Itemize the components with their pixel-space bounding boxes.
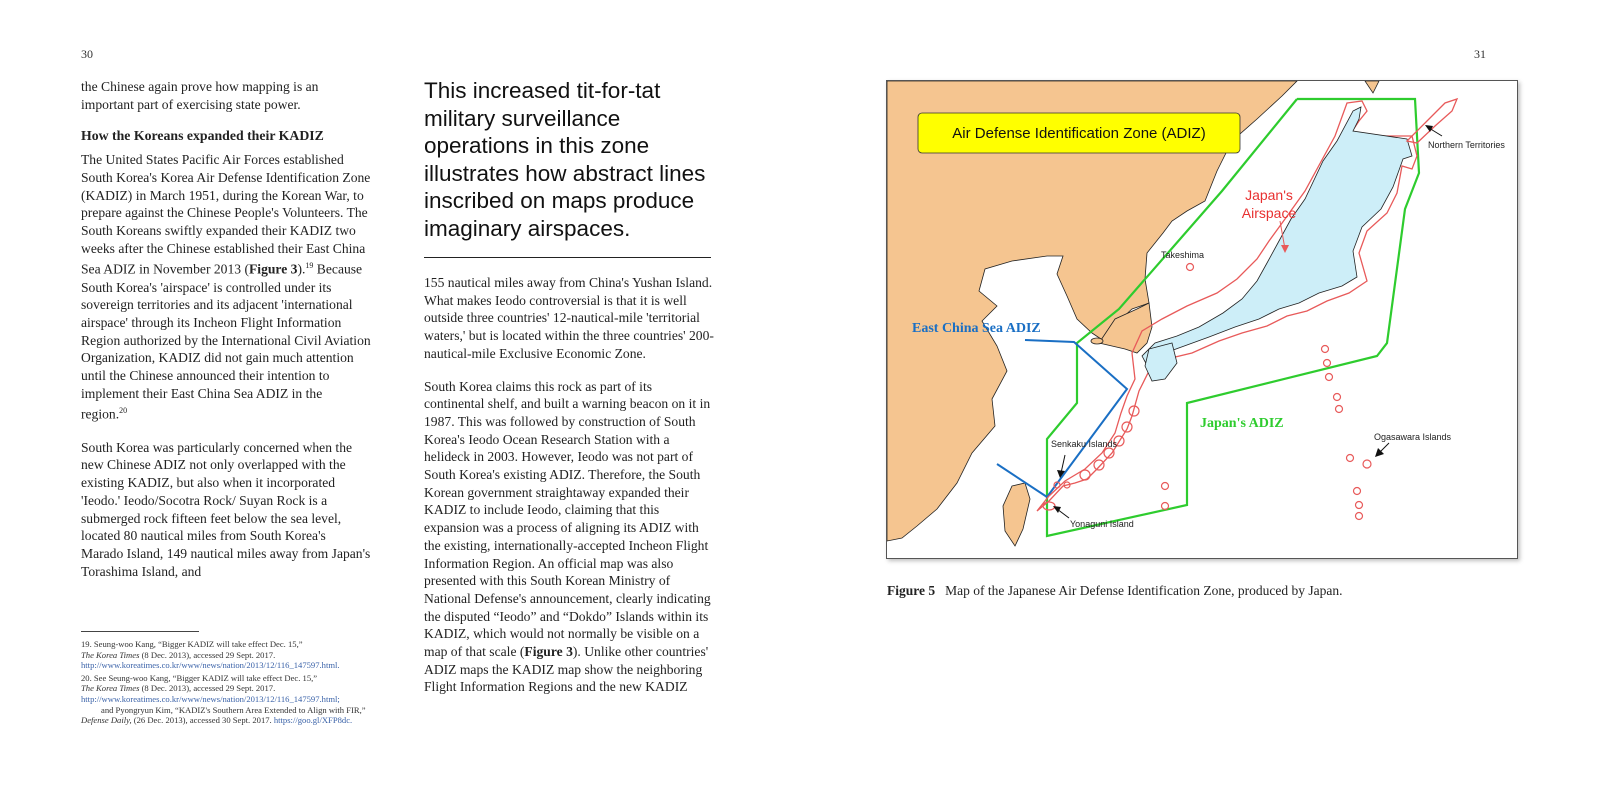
para-text: South Korea claims this rock as part of its continental shelf, and built a warning beacon on it in 1987. This was followed by construction of South Korea's Ieodo Ocean Research Station with a helideck in 2003. However, Ieodo was not part of South Korea's existing ADIZ. Therefore, the South Korean government straightaway expanded their KADIZ to include Ieodo, claiming that this expansion was a process of aligning its ADIZ with the existing, internationally-accepted Incheon Flight Information Region. An official map was also presented with this South Korean Ministry of National Defense's announcement, clearly indicating the disputed “Ieodo” and “Dokdo” Islands within its KADIZ, which would not normally be visible on a map of that scale ( (424, 378, 711, 660)
footnote-ref-20[interactable]: 20 (119, 406, 128, 416)
section-heading: How the Koreans expanded their KADIZ (81, 128, 324, 144)
pull-quote-rule (424, 257, 711, 258)
footnotes (81, 639, 371, 728)
caption-text: Map of the Japanese Air Defense Identification Zone, produced by Japan. (945, 583, 1343, 598)
fn-text: (26 Dec. 2013), accessed 30 Sept. 2017. (131, 715, 274, 726)
taiwan (1003, 483, 1030, 546)
label-ogasawara-islands: Ogasawara Islands (1374, 432, 1452, 442)
adiz-map-figure (886, 80, 1518, 559)
fn-text: 19. Seung-woo Kang, “Bigger KADIZ will take effect Dec. 15,” (81, 639, 303, 649)
label-yonaguni-island: Yonaguni Island (1070, 519, 1134, 529)
fn-link[interactable]: http://www.koreatimes.co.kr/www/news/nation/2013/12/116_147597.html; (81, 693, 340, 704)
footnote-20 (81, 673, 371, 726)
column-two (424, 274, 714, 696)
fn-link[interactable]: https://goo.gl/XFP8dc. (273, 715, 353, 726)
fn-text: and Pyongryun Kim, “KADIZ's Southern Area Extended to Align with FIR,” (101, 704, 366, 715)
fn-text: (8 Dec. 2013), accessed 29 Sept. 2017. (139, 683, 276, 694)
page-number-right: 31 (1474, 47, 1486, 61)
para-text: ). (297, 261, 306, 277)
fn-link[interactable]: http://www.koreatimes.co.kr/www/news/nation/2013/12/116_147597.html. (81, 660, 340, 671)
intro-paragraph: the Chinese again prove how mapping is an important part of exercising state power. (81, 79, 319, 112)
label-northern-territories: Northern Territories (1428, 140, 1505, 150)
label-senkaku-islands: Senkaku Islands (1051, 439, 1118, 449)
label-japan-airspace-2: Airspace (1241, 205, 1297, 221)
paragraph-korean-claim (424, 378, 714, 697)
footnote-19 (81, 639, 371, 671)
pull-quote: This increased tit-for-tat military surveillance operations in this zone illustrates how abstract lines inscribed on maps produce imaginary airspaces. (424, 78, 706, 241)
page-number-left: 30 (81, 47, 93, 61)
fn-publication: Defense Daily, (81, 715, 132, 726)
para-text: ). Unlike other countries' ADIZ maps the KADIZ map show the neighboring Flight Information Regions and the new KADIZ (424, 644, 709, 695)
footnote-ref-19[interactable]: 19 (305, 261, 314, 271)
column-one (81, 78, 371, 580)
label-east-china-sea-adiz: East China Sea ADIZ (912, 321, 1041, 336)
footnote-divider (81, 631, 199, 632)
paragraph-ieodo-location: 155 nautical miles away from China's Yushan Island. What makes Ieodo controversial is that it is well outside three countries' 12-nautical-mile 'territorial waters,' but is located within the three countries' 200-nautical-mile Exclusive Economic Zone. (424, 275, 714, 361)
takeshima-marker (1187, 264, 1194, 271)
figure-ref[interactable]: Figure 3 (249, 261, 298, 277)
paragraph-kadiz-history (81, 151, 371, 424)
label-japan-airspace-1: Japan's (1245, 187, 1293, 203)
label-takeshima: Takeshima (1161, 250, 1205, 260)
ogasawara-islands-marks (1347, 455, 1372, 520)
jeju-island (1091, 338, 1103, 344)
para-text: The United States Pacific Air Forces established South Korea's Korea Air Defense Identification Zone (KADIZ) in March 1951, during the Korean War, to prepare against the Chinese People's Volunteers. The South Koreans swiftly expanded their KADIZ two weeks after the Chinese established their East China Sea ADIZ in November 2013 ( (81, 152, 371, 277)
figure-ref[interactable]: Figure 3 (524, 644, 573, 660)
fn-text: (8 Dec. 2013), accessed 29 Sept. 2017. (139, 649, 276, 660)
figure-caption (887, 583, 1507, 599)
caption-label: Figure 5 (887, 583, 936, 598)
yonaguni-marker (1043, 502, 1055, 510)
fn-publication: The Korea Times (81, 683, 140, 694)
para-text: Because South Korea's 'airspace' is controlled under its sovereign territories and its adjacent 'international airspace' through its Incheon Flight Information Region authorized by the International Civil Aviation Organization, KADIZ did not gain much attention until the Chinese announced their intention to implement their East China Sea ADIZ in the region. (81, 261, 371, 423)
label-japan-adiz: Japan's ADIZ (1200, 416, 1284, 431)
fn-publication: The Korea Times (81, 649, 140, 660)
paragraph-ieodo: South Korea was particularly concerned when the new Chinese ADIZ not only overlapped with the existing KADIZ, but also when it incorporated 'Ieodo.' Ieodo/Socotra Rock/ Suyan Rock is a submerged rock fifteen feet below the sea level, located 80 nautical miles from South Korea's Marado Island, 149 nautical miles away from Japan's Torashima Island, and (81, 439, 371, 579)
kyushu (1145, 343, 1177, 381)
sakhalin (1365, 81, 1379, 93)
map-title: Air Defense Identification Zone (ADIZ) (952, 125, 1206, 142)
fn-text: 20. See Seung-woo Kang, “Bigger KADIZ will take effect Dec. 15,” (81, 672, 318, 683)
adiz-map (887, 81, 1517, 558)
